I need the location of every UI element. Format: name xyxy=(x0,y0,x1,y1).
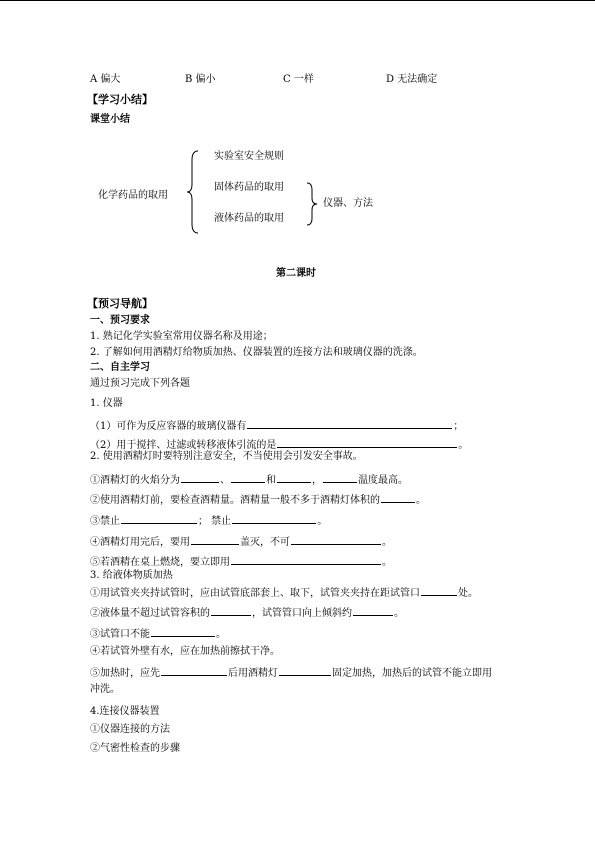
q4-title: 4.连接仪器装置 xyxy=(90,706,160,717)
answer-blank[interactable] xyxy=(231,554,381,565)
summary-subheading: 课堂小结 xyxy=(90,114,130,125)
answer-blank[interactable] xyxy=(231,472,265,483)
option-b: B 偏小 xyxy=(185,74,216,85)
answer-blank[interactable] xyxy=(381,492,415,503)
option-a: A 偏大 xyxy=(90,74,121,85)
self-study-heading: 二、自主学习 xyxy=(90,362,150,373)
answer-blank[interactable] xyxy=(211,605,251,616)
right-brace-icon xyxy=(306,182,318,226)
left-brace-icon xyxy=(186,150,200,234)
preview-heading: 【预习导航】 xyxy=(87,297,153,310)
q1-title: 1. 仪器 xyxy=(90,398,123,409)
answer-blank[interactable] xyxy=(277,472,311,483)
q2-line-1: ①酒精灯的火焰分为 、 和 ， 温度最高。 xyxy=(90,472,408,487)
q3-line-1: ①用试管夹夹持试管时，应由试管底部套上、取下，试管夹夹持在距试管口 处。 xyxy=(90,585,478,600)
summary-right: 仪器、方法 xyxy=(323,198,373,209)
answer-blank[interactable] xyxy=(161,665,227,676)
q2-title: 2. 使用酒精灯时要特别注意安全，不当使用会引发安全事故。 xyxy=(90,451,363,462)
answer-blank[interactable] xyxy=(323,472,357,483)
answer-blank[interactable] xyxy=(353,605,393,616)
answer-blank[interactable] xyxy=(181,472,219,483)
q2-line-2: ②使用酒精灯前，要检查酒精量。酒精量一般不多于酒精灯体积的 。 xyxy=(90,492,426,507)
self-study-intro: 通过预习完成下列各题 xyxy=(90,378,190,389)
option-d: D 无法确定 xyxy=(386,74,438,85)
q4-line-1: ①仪器连接的方法 xyxy=(90,724,170,735)
answer-blank[interactable] xyxy=(232,513,316,524)
answer-blank[interactable] xyxy=(247,418,452,429)
summary-item-solid: 固体药品的取用 xyxy=(214,182,284,193)
q3-line-2: ②液体量不超过试管容积的 ，试管管口向上倾斜约 。 xyxy=(90,605,404,620)
q3-line-3: ③试管口不能 。 xyxy=(90,626,226,641)
q3-line-5: ⑤加热时，应先 后用酒精灯 固定加热，加热后的试管不能立即用 xyxy=(90,665,492,680)
answer-blank[interactable] xyxy=(277,437,457,448)
q1-line-a: （1）可作为反应容器的玻璃仪器有 ； xyxy=(90,418,463,433)
q3-line-4: ④若试管外壁有水，应在加热前擦拭干净。 xyxy=(90,646,280,657)
answer-blank[interactable] xyxy=(279,665,331,676)
option-c: C 一样 xyxy=(283,74,314,85)
answer-blank[interactable] xyxy=(191,534,239,545)
answer-blank[interactable] xyxy=(121,513,197,524)
lesson-title: 第二课时 xyxy=(276,268,316,279)
summary-item-safety: 实验室安全规则 xyxy=(214,151,284,162)
top-rule xyxy=(0,0,595,1)
answer-blank[interactable] xyxy=(421,585,457,596)
q2-line-4: ④酒精灯用完后，要用 盖灭，不可 。 xyxy=(90,534,392,549)
q2-line-3: ③禁止 ； 禁止 。 xyxy=(90,513,327,528)
q3-title: 3. 给液体物质加热 xyxy=(90,570,173,581)
requirement-1: 1. 熟记化学实验室常用仪器名称及用途； xyxy=(90,331,273,342)
requirement-2: 2. 了解如何用酒精灯给物质加热、仪器装置的连接方法和玻璃仪器的洗涤。 xyxy=(90,347,423,358)
q1-line-b: （2）用于搅拌、过滤或转移液体引流的是 。 xyxy=(90,437,468,452)
q2-line-5: ⑤若酒精在桌上燃烧，要立即用 。 xyxy=(90,554,392,569)
answer-blank[interactable] xyxy=(291,534,381,545)
q3-line-5-cont: 冲洗。 xyxy=(90,684,120,695)
summary-root: 化学药品的取用 xyxy=(98,190,168,201)
summary-heading: 【学习小结】 xyxy=(87,93,153,106)
requirements-heading: 一、预习要求 xyxy=(90,315,150,326)
answer-blank[interactable] xyxy=(151,626,215,637)
q4-line-2: ②气密性检查的步骤 xyxy=(90,743,180,754)
summary-item-liquid: 液体药品的取用 xyxy=(214,213,284,224)
